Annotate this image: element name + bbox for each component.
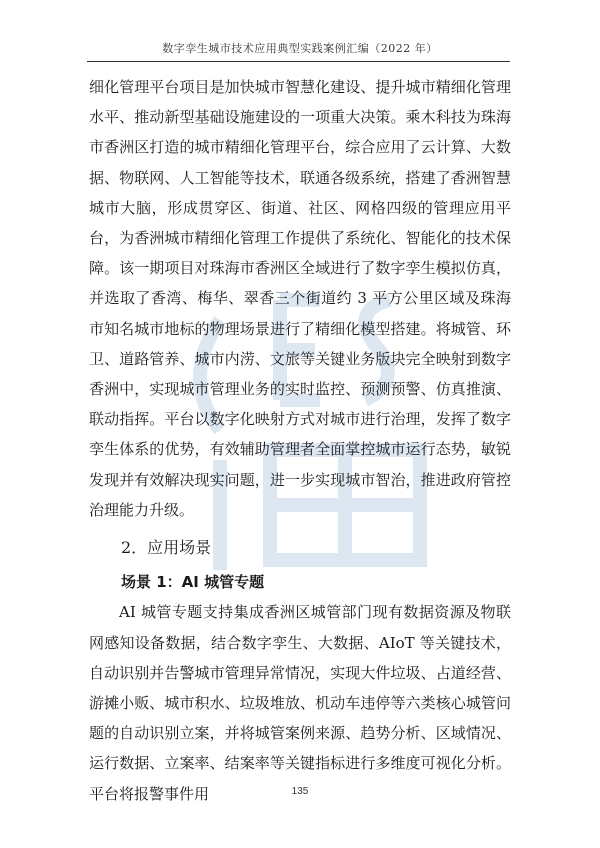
header-divider <box>87 61 510 62</box>
page-content <box>89 72 511 809</box>
section-heading: 2．应用场景 <box>121 538 212 558</box>
scene-paragraph: AI 城管专题支持集成香洲区城管部门现有数据资源及物联网感知设备数据，结合数字孪生、大数据、AIoT 等关键技术，自动识别并告警城市管理异常情况，实现大件垃圾、占道经营、游摊小贩、城市积水、垃圾堆放、机动车违停等六类核心城管问题的自动识别立案，并将城管案例来源、趋势分析、区域情况、运行数据、立案率、结案率等关键指标进行多维度可视化分析。平台将报警事件用 <box>89 603 511 803</box>
scene-heading: 场景 1：AI 城管专题 <box>121 573 265 592</box>
intro-paragraph: 细化管理平台项目是加快城市智慧化建设、提升城市精细化管理水平、推动新型基础设施建设的一项重大决策。乘木科技为珠海市香洲区打造的城市精细化管理平台，综合应用了云计算、大数据、物联网、人工智能等技术，联通各级系统，搭建了香洲智慧城市大脑，形成贯穿区、街道、社区、网格四级的管理应用平台，为香洲城市精细化管理工作提供了系统化、智能化的技术保障。该一期项目对珠海市香洲区全域进行了数字孪生模拟仿真，并选取了香湾、梅华、翠香三个街道约 3 平方公里区域及珠海市知名城市地标的物理场景进行了精细化模型搭建。将城管、环卫、道路管养、城市内涝、文旅等关键业务版块完全映射到数字香洲中，实现城市管理业务的实时监控、预测预警、仿真推演、联动指挥。平台以数字化映射方式对城市进行治理，发挥了数字孪生体系的优势，有效辅助管理者全面掌控城市运行态势，敏锐发现并有效解决现实问题，进一步实现城市智治，推进政府管控治理能力升级。 <box>89 78 511 519</box>
running-header: 数字孪生城市技术应用典型实践案例汇编（2022 年） <box>162 42 438 55</box>
page-number: 135 <box>291 786 309 797</box>
